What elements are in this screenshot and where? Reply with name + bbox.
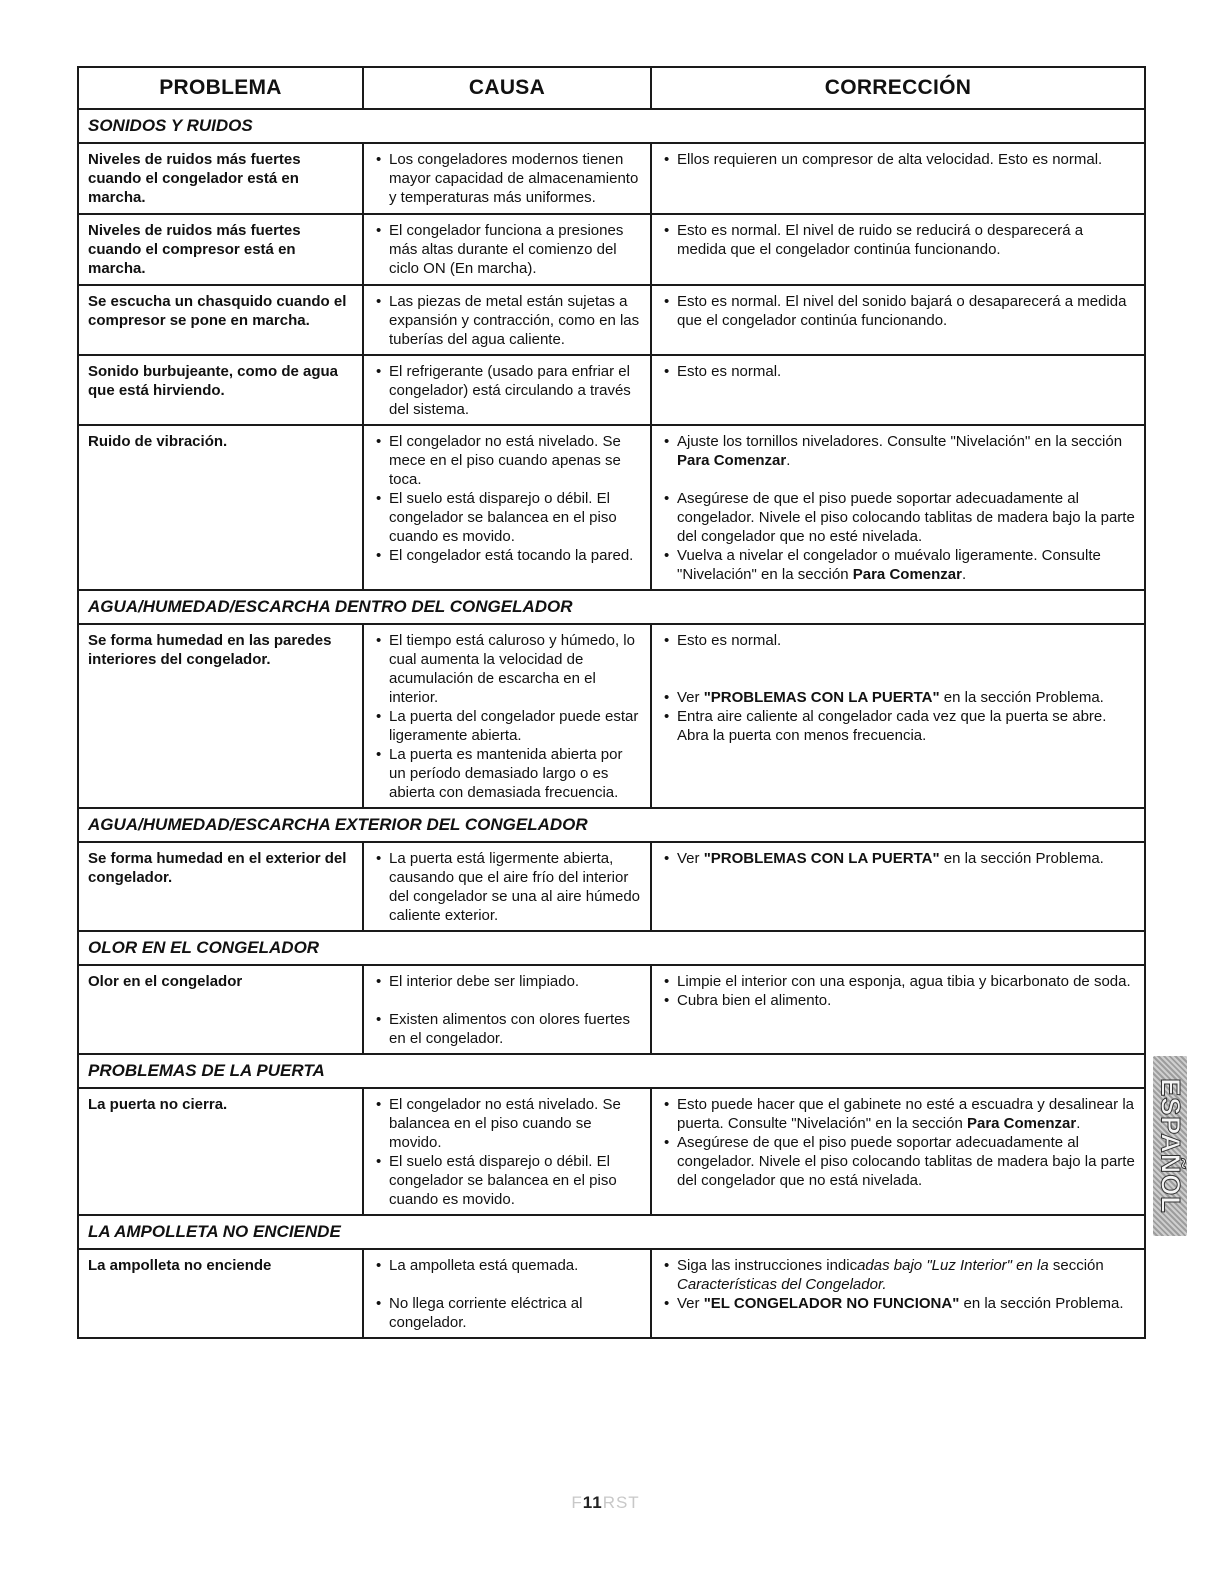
header-correccion: CORRECCIÓN (651, 67, 1145, 109)
section-header-row (78, 931, 1145, 965)
cause-cell (363, 425, 651, 590)
cause-cell (363, 965, 651, 1054)
correction-cell (651, 1088, 1145, 1215)
cause-item: • Los congeladores modernos tienen mayor capacidad de almacenamiento y temperaturas más uniformes. (374, 150, 642, 207)
correction-cell (651, 842, 1145, 931)
correction-cell (651, 285, 1145, 355)
table-row (78, 1088, 1145, 1215)
section-header-row (78, 590, 1145, 624)
cause-cell (363, 624, 651, 808)
cause-item: • El congelador no está nivelado. Se balancea en el piso cuando se movido. (374, 1095, 642, 1152)
correction-item: • Ajuste los tornillos niveladores. Consulte "Nivelación" en la sección Para Comenzar. (662, 432, 1136, 470)
section-title: PROBLEMAS DE LA PUERTA (78, 1054, 1145, 1088)
correction-item: • Asegúrese de que el piso puede soportar adecuadamente al congelador. Nivele el piso colocando tablitas de madera bajo la parte del congelador que no está nivelada. (662, 1133, 1136, 1190)
correction-list (662, 1095, 1136, 1190)
section-title: SONIDOS Y RUIDOS (78, 109, 1145, 143)
header-problema: PROBLEMA (78, 67, 363, 109)
problem-cell: Se forma humedad en las paredes interiores del congelador. (78, 624, 363, 808)
table-row (78, 425, 1145, 590)
correction-list (662, 972, 1136, 1010)
cause-item: • El interior debe ser limpiado. (374, 972, 642, 991)
footer-suffix: RST (602, 1493, 640, 1512)
correction-item: • Esto es normal. (662, 631, 1136, 650)
section-header-row (78, 1215, 1145, 1249)
cause-list (374, 292, 642, 349)
problem-cell: Niveles de ruidos más fuertes cuando el compresor está en marcha. (78, 214, 363, 285)
section-title: OLOR EN EL CONGELADOR (78, 931, 1145, 965)
correction-list (662, 292, 1136, 330)
cause-item: • El congelador no está nivelado. Se mece en el piso cuando apenas se toca. (374, 432, 642, 489)
cause-cell (363, 214, 651, 285)
cause-item: • El congelador está tocando la pared. (374, 546, 642, 565)
correction-cell (651, 1249, 1145, 1338)
correction-item: • Esto es normal. El nivel de ruido se reducirá o desparecerá a medida que el congelador continúa funcionando. (662, 221, 1136, 259)
table-row (78, 143, 1145, 214)
cause-cell (363, 842, 651, 931)
problem-cell: La ampolleta no enciende (78, 1249, 363, 1338)
problem-cell: Ruido de vibración. (78, 425, 363, 590)
correction-item: • Vuelva a nivelar el congelador o muévalo ligeramente. Consulte "Nivelación" en la sección Para Comenzar. (662, 546, 1136, 584)
correction-item: • Cubra bien el alimento. (662, 991, 1136, 1010)
section-header-row (78, 109, 1145, 143)
cause-item: • El refrigerante (usado para enfriar el congelador) está circulando a través del sistema. (374, 362, 642, 419)
problem-cell: Se escucha un chasquido cuando el compresor se pone en marcha. (78, 285, 363, 355)
correction-cell (651, 965, 1145, 1054)
header-causa: CAUSA (363, 67, 651, 109)
cause-item: • La puerta es mantenida abierta por un período demasiado largo o es abierta con demasiada frecuencia. (374, 745, 642, 802)
language-tab (1153, 1056, 1187, 1236)
cause-list (374, 221, 642, 278)
correction-item: • Asegúrese de que el piso puede soportar adecuadamente al congelador. Nivele el piso colocando tablitas de madera bajo la parte del congelador que no esté nivelada. (662, 489, 1136, 546)
cause-item: • El suelo está disparejo o débil. El congelador se balancea en el piso cuando es movido. (374, 1152, 642, 1209)
section-title: AGUA/HUMEDAD/ESCARCHA DENTRO DEL CONGELADOR (78, 590, 1145, 624)
section-header-row (78, 1054, 1145, 1088)
troubleshooting-table (77, 66, 1146, 1339)
correction-item: • Siga las instrucciones indicadas bajo "Luz Interior" en la sección Características del Congelador. (662, 1256, 1136, 1294)
correction-item: • Esto es normal. El nivel del sonido bajará o desaparecerá a medida que el congelador continúa funcionando. (662, 292, 1136, 330)
page-number: 11 (582, 1493, 603, 1512)
correction-list (662, 631, 1136, 745)
cause-list (374, 972, 642, 1048)
section-header-row (78, 808, 1145, 842)
cause-cell (363, 285, 651, 355)
table-row (78, 214, 1145, 285)
correction-item: • Ellos requieren un compresor de alta velocidad. Esto es normal. (662, 150, 1136, 169)
table-row (78, 355, 1145, 425)
table-row (78, 285, 1145, 355)
correction-list (662, 150, 1136, 169)
correction-item: • Ver "PROBLEMAS CON LA PUERTA" en la sección Problema. (662, 849, 1136, 868)
cause-item: • El congelador funciona a presiones más altas durante el comienzo del ciclo ON (En marcha). (374, 221, 642, 278)
cause-cell (363, 143, 651, 214)
cause-item: • La ampolleta está quemada. (374, 1256, 642, 1275)
cause-list (374, 1095, 642, 1209)
cause-cell (363, 1088, 651, 1215)
problem-cell: Olor en el congelador (78, 965, 363, 1054)
cause-list (374, 150, 642, 207)
correction-item: • Ver "PROBLEMAS CON LA PUERTA" en la sección Problema. (662, 688, 1136, 707)
page-footer (0, 1493, 1211, 1513)
section-title: LA AMPOLLETA NO ENCIENDE (78, 1215, 1145, 1249)
problem-cell: Niveles de ruidos más fuertes cuando el congelador está en marcha. (78, 143, 363, 214)
correction-cell (651, 143, 1145, 214)
cause-list (374, 362, 642, 419)
table-body (78, 109, 1145, 1338)
correction-cell (651, 355, 1145, 425)
correction-item: • Esto puede hacer que el gabinete no esté a escuadra y desalinear la puerta. Consulte "Nivelación" en la sección Para Comenzar. (662, 1095, 1136, 1133)
cause-list (374, 1256, 642, 1332)
problem-cell: Se forma humedad en el exterior del congelador. (78, 842, 363, 931)
correction-list (662, 432, 1136, 584)
language-tab-label: ESPAÑOL (1155, 1078, 1186, 1214)
cause-item: • Existen alimentos con olores fuertes en el congelador. (374, 1010, 642, 1048)
correction-cell (651, 214, 1145, 285)
correction-list (662, 221, 1136, 259)
table-header-row (78, 67, 1145, 109)
problem-cell: La puerta no cierra. (78, 1088, 363, 1215)
cause-item: • El tiempo está caluroso y húmedo, lo cual aumenta la velocidad de acumulación de escarcha en el interior. (374, 631, 642, 707)
correction-cell (651, 425, 1145, 590)
cause-list (374, 432, 642, 565)
correction-cell (651, 624, 1145, 808)
correction-item: • Ver "EL CONGELADOR NO FUNCIONA" en la sección Problema. (662, 1294, 1136, 1313)
cause-item: • No llega corriente eléctrica al congelador. (374, 1294, 642, 1332)
section-title: AGUA/HUMEDAD/ESCARCHA EXTERIOR DEL CONGELADOR (78, 808, 1145, 842)
correction-item: • Entra aire caliente al congelador cada vez que la puerta se abre. Abra la puerta con menos frecuencia. (662, 707, 1136, 745)
problem-cell: Sonido burbujeante, como de agua que está hirviendo. (78, 355, 363, 425)
footer-prefix: F (571, 1493, 583, 1512)
correction-list (662, 362, 1136, 381)
table-row (78, 842, 1145, 931)
correction-item: • Esto es normal. (662, 362, 1136, 381)
correction-item: • Limpie el interior con una esponja, agua tibia y bicarbonato de soda. (662, 972, 1136, 991)
cause-cell (363, 1249, 651, 1338)
correction-list (662, 849, 1136, 868)
cause-cell (363, 355, 651, 425)
cause-list (374, 849, 642, 925)
cause-item: • El suelo está disparejo o débil. El congelador se balancea en el piso cuando es movido. (374, 489, 642, 546)
table-row (78, 1249, 1145, 1338)
cause-list (374, 631, 642, 802)
cause-item: • La puerta del congelador puede estar ligeramente abierta. (374, 707, 642, 745)
cause-item: • La puerta está ligermente abierta, causando que el aire frío del interior del congelador se una al aire húmedo caliente exterior. (374, 849, 642, 925)
cause-item: • Las piezas de metal están sujetas a expansión y contracción, como en las tuberías del agua caliente. (374, 292, 642, 349)
table-row (78, 965, 1145, 1054)
table-row (78, 624, 1145, 808)
correction-list (662, 1256, 1136, 1313)
